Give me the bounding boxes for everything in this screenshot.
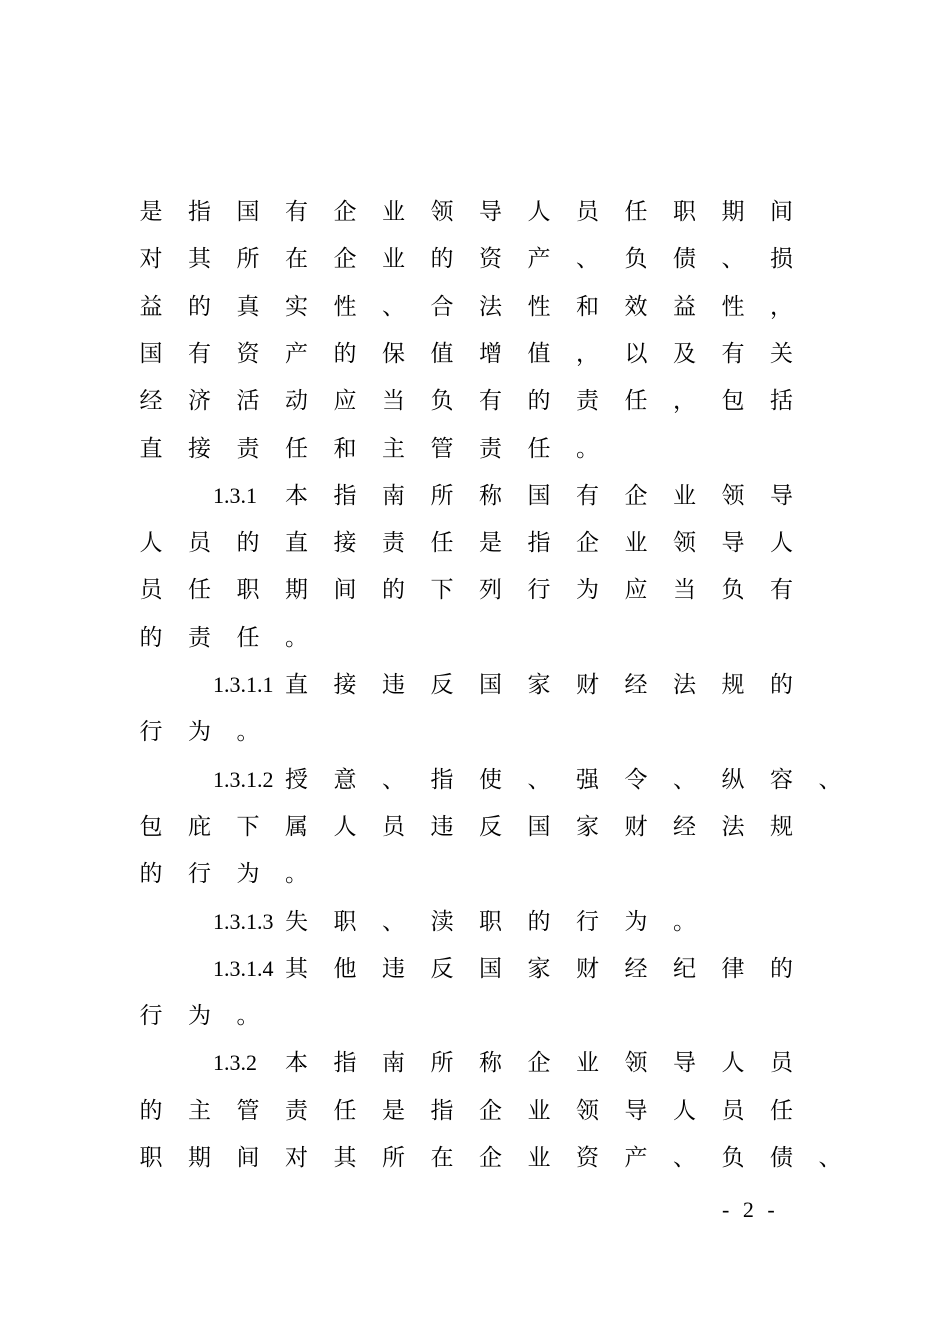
text-glyph: 企 bbox=[479, 1097, 502, 1124]
text-glyph: 行 bbox=[576, 908, 599, 935]
text-glyph: 反 bbox=[430, 672, 454, 698]
text-glyph: 是 bbox=[139, 199, 163, 225]
text-glyph: 产 bbox=[285, 340, 308, 367]
text-glyph: 。 bbox=[285, 861, 308, 888]
text-glyph: 活 bbox=[236, 388, 260, 415]
section-number: 1.3.1 bbox=[213, 482, 257, 508]
text-glyph: 关 bbox=[770, 340, 793, 367]
text-glyph: 职 bbox=[479, 908, 502, 935]
text-glyph: 任 bbox=[188, 577, 211, 604]
text-glyph: 职 bbox=[139, 1145, 163, 1171]
text-glyph: 业 bbox=[382, 199, 405, 225]
text-glyph: 指 bbox=[430, 1097, 454, 1124]
text-glyph: 负 bbox=[430, 388, 454, 415]
text-glyph: 、 bbox=[382, 766, 405, 793]
text-glyph: 人 bbox=[721, 1050, 745, 1077]
text-glyph: 有 bbox=[576, 482, 599, 509]
text-glyph: 的 bbox=[430, 246, 454, 273]
text-glyph: 为 bbox=[236, 861, 260, 888]
text-glyph: 、 bbox=[382, 293, 405, 320]
text-glyph: 。 bbox=[576, 435, 599, 462]
text-glyph: 、 bbox=[818, 766, 842, 793]
text-glyph: 所 bbox=[430, 482, 454, 509]
text-glyph: 有 bbox=[770, 577, 793, 604]
text-glyph: 意 bbox=[333, 766, 357, 793]
text-glyph: 经 bbox=[624, 672, 648, 698]
text-glyph: 经 bbox=[139, 388, 163, 415]
text-glyph: 国 bbox=[479, 672, 502, 698]
text-glyph: 其 bbox=[285, 955, 308, 982]
text-glyph: 企 bbox=[624, 482, 648, 509]
text-glyph: 益 bbox=[673, 293, 696, 320]
text-glyph: 在 bbox=[285, 246, 308, 273]
text-glyph: 国 bbox=[479, 955, 502, 982]
text-glyph: 导 bbox=[721, 530, 745, 557]
text-glyph: ， bbox=[673, 388, 696, 415]
text-glyph: 列 bbox=[479, 577, 502, 604]
text-glyph: 业 bbox=[382, 246, 405, 273]
text-glyph: 有 bbox=[285, 199, 308, 225]
text-glyph: 的 bbox=[770, 955, 793, 982]
text-glyph: 行 bbox=[188, 861, 211, 888]
text-glyph: 主 bbox=[382, 435, 405, 462]
text-glyph: 应 bbox=[624, 577, 648, 604]
text-glyph: 真 bbox=[236, 293, 260, 320]
text-glyph: 职 bbox=[333, 908, 357, 935]
text-glyph: 指 bbox=[430, 766, 454, 793]
text-glyph: 、 bbox=[818, 1145, 842, 1171]
text-glyph: 的 bbox=[139, 861, 163, 888]
text-glyph: 有 bbox=[188, 340, 211, 367]
text-glyph: 职 bbox=[236, 577, 260, 604]
text-glyph: 人 bbox=[770, 530, 793, 557]
text-glyph: 领 bbox=[721, 482, 745, 509]
text-glyph: 家 bbox=[576, 813, 599, 840]
text-glyph: 的 bbox=[527, 908, 551, 935]
text-glyph: 属 bbox=[285, 813, 308, 840]
text-glyph: 包 bbox=[139, 813, 163, 840]
text-glyph: 业 bbox=[527, 1097, 551, 1124]
text-glyph: 庇 bbox=[188, 813, 211, 840]
text-glyph: 及 bbox=[673, 340, 696, 367]
text-glyph: 任 bbox=[527, 435, 551, 462]
text-glyph: 所 bbox=[382, 1145, 405, 1171]
text-glyph: 对 bbox=[285, 1145, 308, 1171]
text-glyph: 、 bbox=[673, 1145, 696, 1171]
text-glyph: 人 bbox=[527, 199, 551, 225]
text-glyph: 渎 bbox=[430, 908, 454, 935]
text-glyph: 对 bbox=[139, 246, 163, 273]
text-glyph: 责 bbox=[576, 388, 599, 415]
text-glyph: 授 bbox=[285, 766, 308, 793]
text-glyph: 期 bbox=[721, 199, 745, 225]
text-glyph: 包 bbox=[721, 388, 745, 415]
text-glyph: 主 bbox=[188, 1097, 211, 1124]
text-glyph: 员 bbox=[139, 577, 163, 604]
text-glyph: 效 bbox=[624, 293, 648, 320]
text-glyph: 领 bbox=[624, 1050, 648, 1077]
text-glyph: 财 bbox=[576, 955, 599, 982]
text-glyph: 值 bbox=[430, 340, 454, 367]
text-glyph: 法 bbox=[721, 813, 745, 840]
text-glyph: 债 bbox=[770, 1145, 793, 1171]
text-glyph: 企 bbox=[333, 199, 357, 225]
text-glyph: 损 bbox=[770, 246, 793, 273]
text-glyph: 有 bbox=[721, 340, 745, 367]
text-glyph: 人 bbox=[139, 530, 163, 557]
text-glyph: 行 bbox=[139, 1003, 163, 1030]
text-glyph: 的 bbox=[139, 1097, 163, 1124]
text-glyph: 保 bbox=[382, 340, 405, 367]
text-glyph: 性 bbox=[527, 293, 551, 320]
text-glyph: 使 bbox=[479, 766, 502, 793]
text-glyph: 经 bbox=[624, 955, 648, 982]
text-glyph: 实 bbox=[285, 293, 308, 320]
text-glyph: 性 bbox=[721, 293, 745, 320]
text-glyph: 的 bbox=[188, 293, 211, 320]
text-glyph: 下 bbox=[236, 813, 260, 840]
text-glyph: 益 bbox=[139, 293, 163, 320]
text-glyph: 法 bbox=[673, 672, 696, 698]
text-glyph: 管 bbox=[236, 1097, 260, 1124]
text-glyph: 企 bbox=[576, 530, 599, 557]
text-glyph: 指 bbox=[188, 199, 211, 225]
text-glyph: 领 bbox=[430, 199, 454, 225]
text-glyph: 员 bbox=[576, 199, 599, 225]
text-glyph: 员 bbox=[770, 1050, 793, 1077]
text-glyph: 任 bbox=[624, 199, 648, 225]
text-glyph: 领 bbox=[576, 1097, 599, 1124]
text-glyph: 业 bbox=[576, 1050, 599, 1077]
text-glyph: 括 bbox=[770, 388, 793, 415]
text-glyph: 责 bbox=[188, 624, 211, 651]
text-glyph: 债 bbox=[673, 246, 696, 273]
text-glyph: 其 bbox=[188, 246, 211, 273]
text-glyph: 和 bbox=[576, 293, 599, 320]
text-glyph: 产 bbox=[624, 1145, 648, 1171]
text-glyph: 济 bbox=[188, 388, 211, 415]
text-glyph: 职 bbox=[673, 199, 696, 225]
text-glyph: 他 bbox=[333, 955, 357, 982]
text-glyph: 间 bbox=[333, 577, 357, 604]
text-glyph: 动 bbox=[285, 388, 308, 415]
text-glyph: 间 bbox=[770, 199, 793, 225]
text-glyph: 所 bbox=[430, 1050, 454, 1077]
text-glyph: 、 bbox=[527, 766, 551, 793]
text-glyph: 称 bbox=[479, 1050, 502, 1077]
text-glyph: 指 bbox=[333, 482, 357, 509]
text-glyph: 导 bbox=[624, 1097, 648, 1124]
text-glyph: 的 bbox=[382, 577, 405, 604]
text-glyph: 是 bbox=[479, 530, 502, 557]
text-glyph: 接 bbox=[333, 530, 357, 557]
text-glyph: 国 bbox=[527, 813, 551, 840]
text-glyph: 领 bbox=[673, 530, 696, 557]
text-glyph: 业 bbox=[527, 1145, 551, 1171]
text-glyph: 反 bbox=[430, 955, 454, 982]
text-glyph: 任 bbox=[285, 435, 308, 462]
text-glyph: 企 bbox=[527, 1050, 551, 1077]
text-glyph: 产 bbox=[527, 246, 551, 273]
text-glyph: 。 bbox=[236, 1003, 260, 1030]
text-glyph: 企 bbox=[479, 1145, 502, 1171]
text-glyph: 指 bbox=[527, 530, 551, 557]
text-glyph: 法 bbox=[479, 293, 502, 320]
text-glyph: 失 bbox=[285, 908, 308, 935]
text-glyph: 员 bbox=[721, 1097, 745, 1124]
text-glyph: 资 bbox=[576, 1145, 599, 1171]
text-glyph: 违 bbox=[382, 672, 405, 698]
text-glyph: ， bbox=[576, 340, 599, 367]
text-glyph: 的 bbox=[770, 672, 793, 698]
text-glyph: 以 bbox=[624, 340, 648, 367]
text-glyph: 财 bbox=[576, 672, 599, 698]
text-glyph: 当 bbox=[382, 388, 405, 415]
text-glyph: 任 bbox=[770, 1097, 793, 1124]
text-glyph: 经 bbox=[673, 813, 696, 840]
text-glyph: 南 bbox=[382, 482, 405, 509]
text-glyph: 违 bbox=[430, 813, 454, 840]
text-glyph: 家 bbox=[527, 955, 551, 982]
text-glyph: 任 bbox=[236, 624, 260, 651]
text-glyph: 资 bbox=[236, 340, 260, 367]
text-glyph: 责 bbox=[382, 530, 405, 557]
text-glyph: 期 bbox=[188, 1145, 211, 1171]
text-glyph: 有 bbox=[479, 388, 502, 415]
text-glyph: 本 bbox=[285, 1050, 308, 1077]
text-glyph: 财 bbox=[624, 813, 648, 840]
text-glyph: 是 bbox=[382, 1097, 405, 1124]
text-glyph: 资 bbox=[479, 246, 502, 273]
text-glyph: 的 bbox=[333, 340, 357, 367]
text-glyph: 规 bbox=[770, 813, 793, 840]
text-glyph: 责 bbox=[285, 1097, 308, 1124]
text-glyph: 任 bbox=[624, 388, 648, 415]
text-glyph: 家 bbox=[527, 672, 551, 698]
text-glyph: 责 bbox=[479, 435, 502, 462]
text-glyph: 、 bbox=[382, 908, 405, 935]
text-glyph: 南 bbox=[382, 1050, 405, 1077]
text-glyph: 业 bbox=[624, 530, 648, 557]
text-glyph: 当 bbox=[673, 577, 696, 604]
text-glyph: 违 bbox=[382, 955, 405, 982]
text-glyph: 反 bbox=[479, 813, 502, 840]
text-glyph: 国 bbox=[527, 482, 551, 509]
text-glyph: 容 bbox=[770, 766, 793, 793]
text-glyph: 增 bbox=[479, 340, 502, 367]
text-glyph: 行 bbox=[139, 719, 163, 746]
text-glyph: 指 bbox=[333, 1050, 357, 1077]
text-glyph: 负 bbox=[721, 1145, 745, 1171]
text-glyph: 负 bbox=[721, 577, 745, 604]
text-glyph: 规 bbox=[721, 672, 745, 698]
text-glyph: 为 bbox=[624, 908, 648, 935]
text-glyph: 为 bbox=[576, 577, 599, 604]
text-glyph: 任 bbox=[333, 1097, 357, 1124]
text-glyph: 直 bbox=[285, 672, 308, 698]
text-glyph: 合 bbox=[430, 293, 454, 320]
text-glyph: 、 bbox=[576, 246, 599, 273]
text-glyph: 律 bbox=[721, 955, 745, 982]
section-number: 1.3.1.3 bbox=[213, 908, 274, 934]
text-glyph: 负 bbox=[624, 246, 648, 273]
text-glyph: 、 bbox=[721, 246, 745, 273]
text-glyph: 性 bbox=[333, 293, 357, 320]
text-glyph: 接 bbox=[188, 435, 211, 462]
text-glyph: 纪 bbox=[673, 955, 696, 982]
text-glyph: 行 bbox=[527, 577, 551, 604]
text-glyph: 。 bbox=[673, 908, 696, 935]
text-glyph: 的 bbox=[236, 530, 260, 557]
text-glyph: 人 bbox=[333, 813, 357, 840]
page-number: - 2 - bbox=[722, 1197, 779, 1222]
section-number: 1.3.1.1 bbox=[213, 672, 274, 697]
text-glyph: 直 bbox=[285, 530, 308, 557]
text-glyph: 本 bbox=[285, 482, 308, 509]
text-glyph: 和 bbox=[333, 435, 357, 462]
text-glyph: 导 bbox=[673, 1050, 696, 1077]
text-glyph: 下 bbox=[430, 577, 454, 604]
text-glyph: 责 bbox=[236, 435, 260, 462]
text-glyph: 国 bbox=[139, 340, 163, 367]
text-glyph: 期 bbox=[285, 577, 308, 604]
text-glyph: 为 bbox=[188, 719, 211, 746]
text-glyph: 的 bbox=[527, 388, 551, 415]
text-glyph: 任 bbox=[430, 530, 454, 557]
text-glyph: 国 bbox=[236, 199, 260, 225]
text-glyph: ， bbox=[770, 293, 793, 320]
text-glyph: 、 bbox=[673, 766, 696, 793]
text-glyph: 在 bbox=[430, 1145, 454, 1171]
text-glyph: 应 bbox=[333, 388, 357, 415]
text-glyph: 令 bbox=[624, 766, 648, 793]
text-glyph: 直 bbox=[139, 435, 163, 462]
section-number: 1.3.2 bbox=[213, 1050, 257, 1076]
text-glyph: 所 bbox=[236, 246, 260, 273]
text-glyph: 其 bbox=[333, 1145, 357, 1171]
text-glyph: 强 bbox=[576, 766, 599, 793]
text-glyph: 业 bbox=[673, 482, 696, 509]
text-glyph: 员 bbox=[188, 530, 211, 557]
text-glyph: 导 bbox=[479, 199, 502, 225]
text-glyph: 接 bbox=[333, 672, 357, 698]
text-glyph: 的 bbox=[139, 624, 163, 651]
text-glyph: 管 bbox=[430, 435, 454, 462]
section-number: 1.3.1.2 bbox=[213, 766, 274, 792]
text-glyph: 员 bbox=[382, 813, 405, 840]
text-glyph: 。 bbox=[285, 624, 308, 651]
text-glyph: 值 bbox=[527, 340, 551, 367]
text-glyph: 。 bbox=[236, 719, 260, 746]
text-glyph: 间 bbox=[236, 1145, 260, 1171]
text-glyph: 人 bbox=[673, 1097, 696, 1124]
text-glyph: 为 bbox=[188, 1003, 211, 1030]
section-number: 1.3.1.4 bbox=[213, 955, 274, 981]
text-glyph: 纵 bbox=[721, 766, 745, 793]
text-glyph: 称 bbox=[479, 482, 502, 509]
text-glyph: 企 bbox=[333, 246, 357, 273]
text-glyph: 导 bbox=[770, 482, 793, 509]
